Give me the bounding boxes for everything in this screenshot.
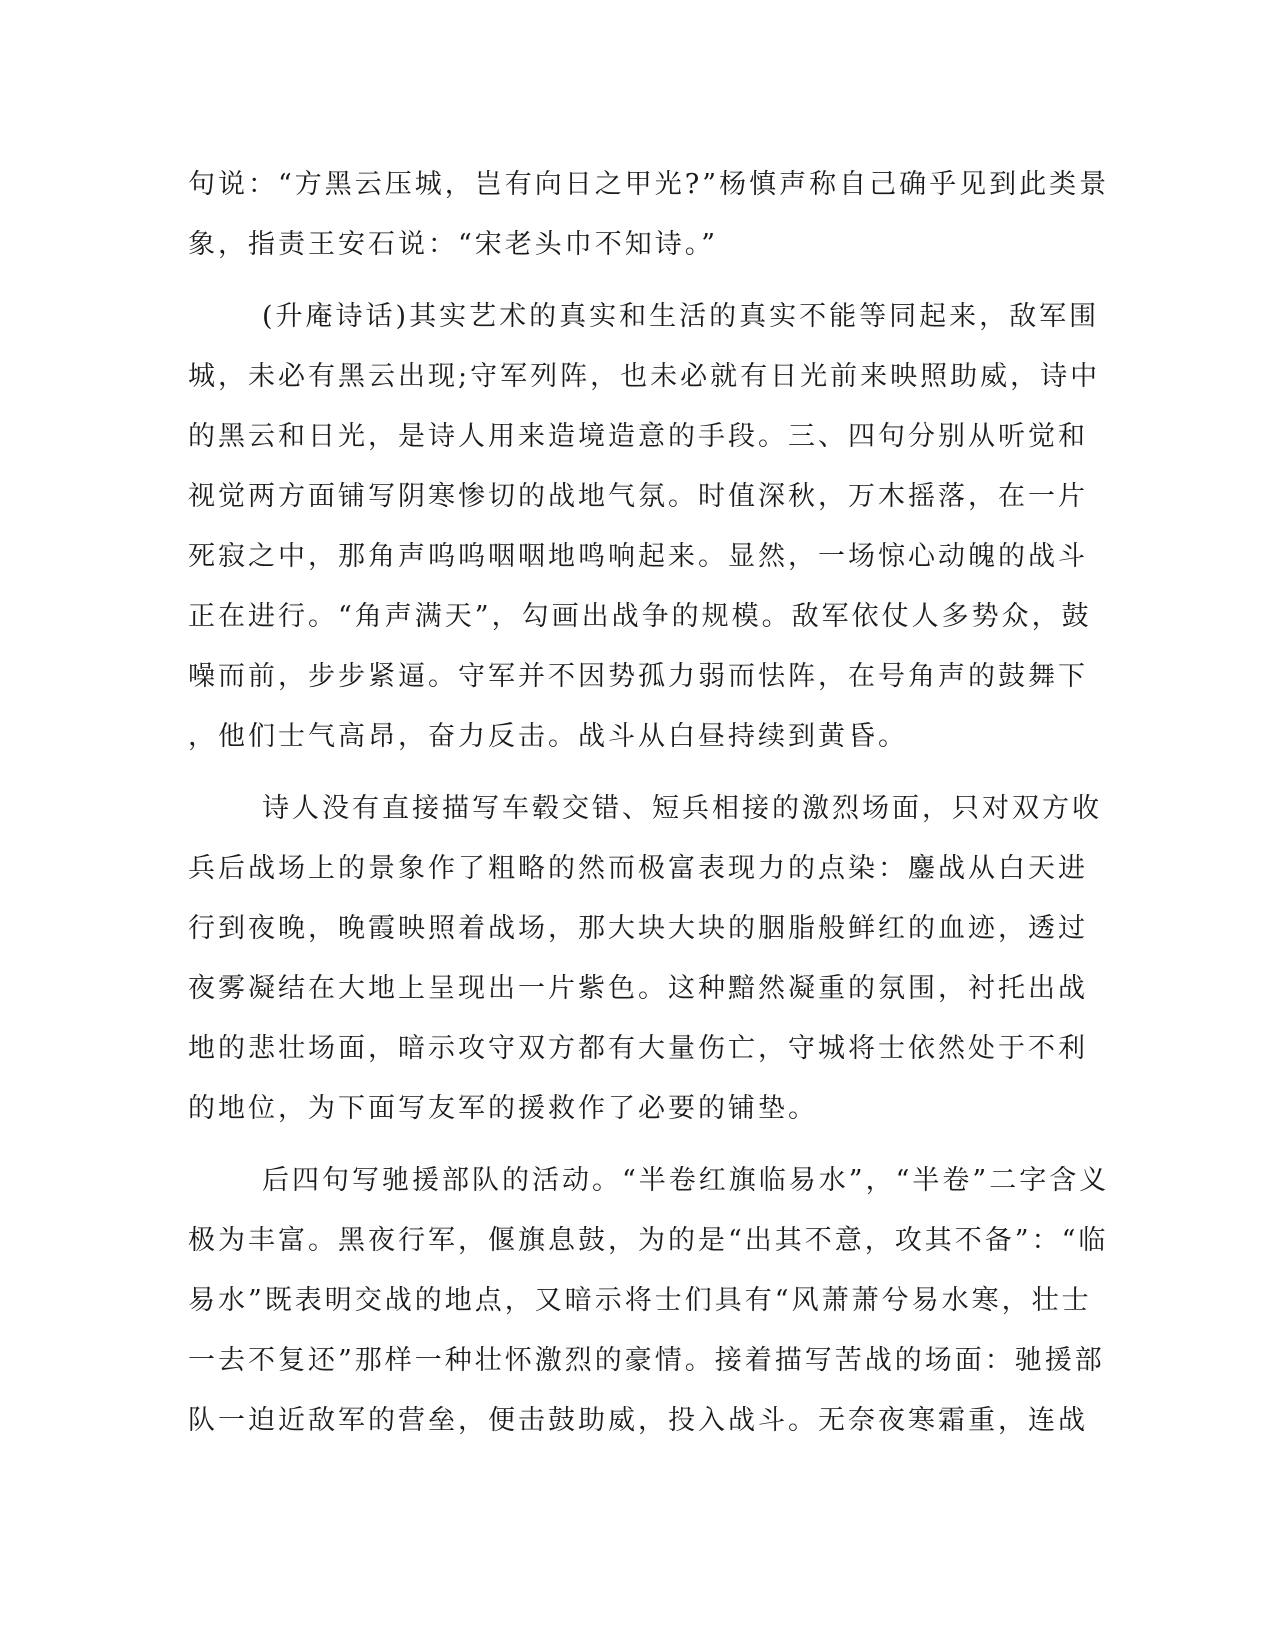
text-line: 易水”既表明交战的地点，又暗示将士们具有“风萧萧兮易水寒，壮士 — [188, 1285, 1092, 1316]
text-line: 地的悲壮场面，暗示攻守双方都有大量伤亡，守城将士依然处于不利 — [188, 1033, 1088, 1064]
text-line: 的地位，为下面写友军的援救作了必要的铺垫。 — [188, 1093, 818, 1124]
body-text — [188, 155, 1110, 1451]
text-line: 句说：“方黑云压城，岂有向日之甲光?”杨慎声称自己确乎见到此类景 — [188, 169, 1110, 200]
text-line: 象，指责王安石说：“宋老头巾不知诗。” — [188, 229, 719, 260]
text-line: 正在进行。“角声满天”，勾画出战争的规模。敌军依仗人多势众，鼓 — [188, 601, 1092, 632]
text-line: 行到夜晚，晚霞映照着战场，那大块大块的胭脂般鲜红的血迹，透过 — [188, 913, 1088, 944]
text-line: 死寂之中，那角声呜呜咽咽地鸣响起来。显然，一场惊心动魄的战斗 — [188, 541, 1088, 572]
text-line: 的黑云和日光，是诗人用来造境造意的手段。三、四句分别从听觉和 — [188, 421, 1088, 452]
text-line: 队一迫近敌军的营垒，便击鼓助威，投入战斗。无奈夜寒霜重，连战 — [188, 1405, 1088, 1436]
paragraph-first-line: 后四句写驰援部队的活动。“半卷红旗临易水”，“半卷”二字含义 — [262, 1165, 1110, 1196]
text-line: 一去不复还”那样一种壮怀激烈的豪情。接着描写苦战的场面：驰援部 — [188, 1345, 1105, 1376]
text-line: 兵后战场上的景象作了粗略的然而极富表现力的点染：鏖战从白天进 — [188, 853, 1088, 884]
paragraph-first-line: (升庵诗话)其实艺术的真实和生活的真实不能等同起来，敌军围 — [262, 301, 1100, 332]
text-line: ，他们士气高昂，奋力反击。战斗从白昼持续到黄昏。 — [188, 721, 908, 752]
paragraph-first-line: 诗人没有直接描写车毂交错、短兵相接的激烈场面，只对双方收 — [262, 793, 1102, 824]
text-line: 视觉两方面铺写阴寒惨切的战地气氛。时值深秋，万木摇落，在一片 — [188, 481, 1088, 512]
text-line: 极为丰富。黑夜行军，偃旗息鼓，为的是“出其不意，攻其不备”：“临 — [188, 1225, 1109, 1256]
text-line: 夜雾凝结在大地上呈现出一片紫色。这种黯然凝重的氛围，衬托出战 — [188, 973, 1088, 1004]
text-line: 城，未必有黑云出现;守军列阵，也未必就有日光前来映照助威，诗中 — [188, 361, 1101, 392]
text-line: 噪而前，步步紧逼。守军并不因势孤力弱而怯阵，在号角声的鼓舞下 — [188, 661, 1088, 692]
